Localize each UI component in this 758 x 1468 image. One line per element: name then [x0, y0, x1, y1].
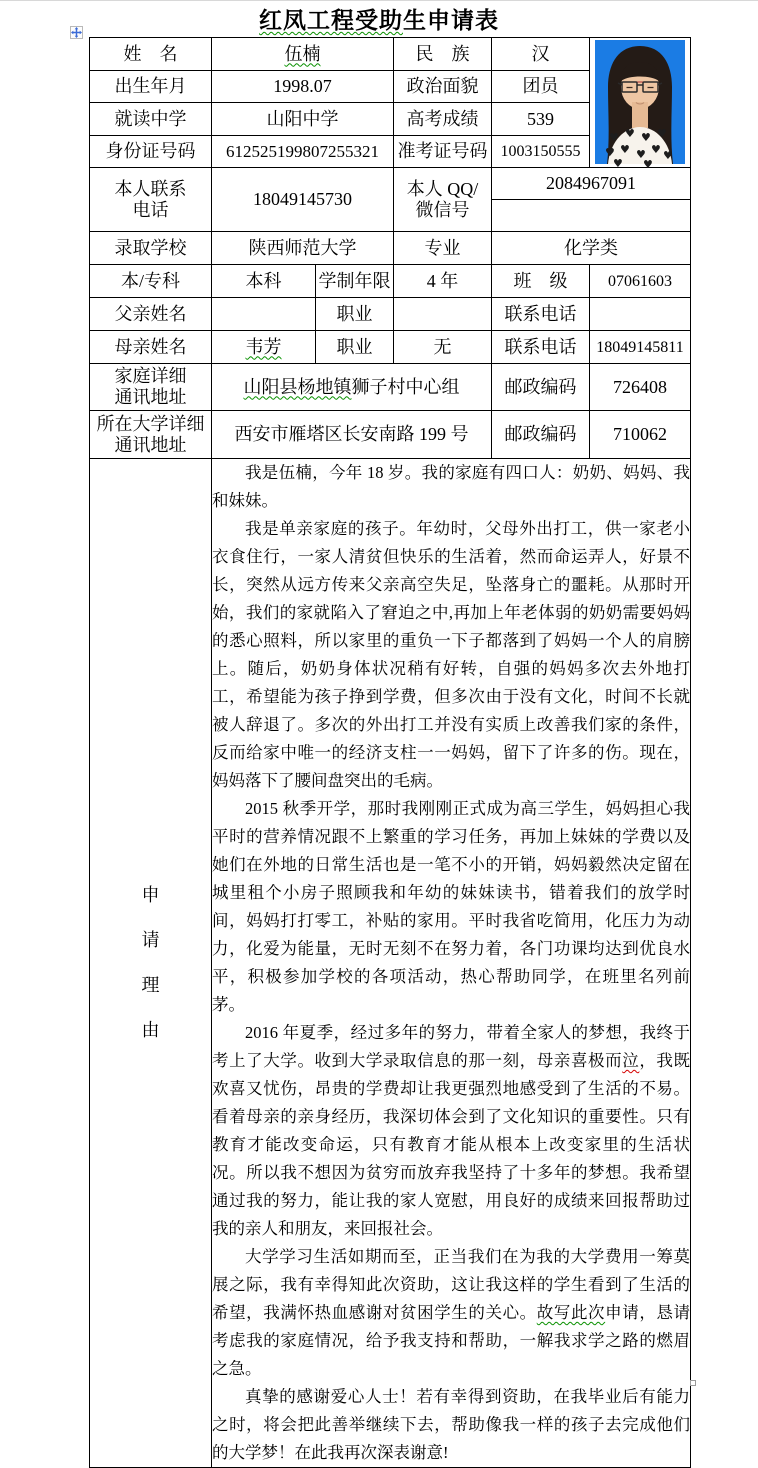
gaokao-score-value[interactable]: 539 — [492, 103, 590, 135]
move-arrows-icon — [71, 27, 82, 38]
plain-text: 狮子村中心组 — [351, 376, 460, 397]
mother-occupation-value[interactable]: 无 — [394, 331, 492, 364]
degree-value[interactable]: 本科 — [212, 265, 316, 298]
high-school-value[interactable]: 山阳中学 — [212, 103, 394, 135]
major-value[interactable]: 化学类 — [492, 232, 691, 265]
contact-phone-label: 联系电话 — [492, 331, 590, 364]
father-name-value[interactable] — [212, 298, 316, 331]
squiggle-marked-text: 伍楠 — [284, 43, 321, 64]
admit-school-label: 录取学校 — [90, 232, 212, 265]
svg-text:♥: ♥ — [663, 149, 673, 162]
duration-label: 学制年限 — [316, 265, 394, 298]
plain-text: 我是单亲家庭的孩子。年幼时，父母外出打工，供一家老小衣食住行，一家人清贫但快乐的生活着，然而命运弄人，好景不长，突然从远方传来父亲高空失足，坠落身亡的噩耗。从那时开始，我们的家就陷入了窘迫之中,再加上年老体弱的奶奶需要妈妈的悉心照料，所以家里的重负一下子都落到了妈妈一个人的肩膀上。随后，奶奶身体状况稍有好转，自强的妈妈多次去外地打工，希望能为孩子挣到学费，但多次由于没有文化，时间不长就被人辞退了。多次的外出打工并没有实质上改善我们家的条件，反而给家中唯一的经济支柱一一妈妈，留下了许多的伤。现在，妈妈落下了腰间盘突出的毛病。 — [212, 519, 690, 790]
reason-paragraph — [212, 795, 690, 1019]
qq-value[interactable]: 2084967091 — [492, 168, 691, 200]
political-label: 政治面貌 — [394, 71, 492, 103]
occupation-label: 职业 — [316, 331, 394, 364]
svg-text:♥: ♥ — [613, 157, 623, 170]
svg-text:♥: ♥ — [625, 127, 635, 140]
table-row — [90, 298, 691, 331]
squiggle-marked-text: 红凤工程受助 — [259, 8, 403, 33]
svg-text:♥: ♥ — [643, 158, 653, 171]
mother-label: 母亲姓名 — [90, 331, 212, 364]
table-row — [90, 265, 691, 298]
svg-text:♥: ♥ — [641, 131, 651, 144]
reason-text-cell[interactable] — [212, 459, 691, 1468]
reason-paragraph — [212, 1243, 690, 1383]
table-resize-handle[interactable] — [690, 1380, 696, 1386]
svg-text:♥: ♥ — [620, 143, 630, 156]
table-row — [90, 364, 691, 411]
table-row — [90, 411, 691, 459]
table-row — [90, 459, 691, 1468]
table-move-handle[interactable] — [70, 26, 83, 39]
birth-value[interactable]: 1998.07 — [212, 71, 394, 103]
ethnicity-value[interactable]: 汉 — [492, 38, 590, 71]
plain-text: 大学学习生活如期而至，正当我们在为我的大学费用一筹莫展之际，我有幸得知此次资助，这让我这样的学生看到了生活的希望，我满怀热血感谢对贫困学生的关心。 — [212, 1247, 690, 1322]
birth-label: 出生年月 — [90, 71, 212, 103]
admit-school-value[interactable]: 陕西师范大学 — [212, 232, 394, 265]
svg-text:♥: ♥ — [605, 146, 615, 159]
reason-paragraph — [212, 459, 690, 515]
duration-value[interactable]: 4 年 — [394, 265, 492, 298]
qq-value-row2[interactable] — [492, 200, 691, 232]
reason-paragraph — [212, 1019, 690, 1243]
univ-address-value[interactable]: 西安市雁塔区长安南路 199 号 — [212, 411, 492, 459]
mother-name-value[interactable] — [212, 331, 316, 364]
reason-label: 申请理由 — [90, 459, 212, 1468]
squiggle-marked-text: 故写此次 — [536, 1303, 606, 1322]
plain-text: 生申请表 — [403, 8, 499, 33]
plain-text: 我是伍楠，今年 18 岁。我的家庭有四口人：奶奶、妈妈、我和妹妹。 — [212, 463, 690, 510]
photo-cell — [590, 38, 691, 171]
qq-label: 本人 QQ/微信号 — [394, 168, 492, 232]
father-phone-value[interactable] — [590, 298, 691, 331]
squiggle-marked-text: 韦芳 — [245, 336, 282, 357]
exam-number-value[interactable]: 1003150555 — [492, 135, 590, 167]
mother-phone-value[interactable]: 18049145811 — [590, 331, 691, 364]
class-value[interactable]: 07061603 — [590, 265, 691, 298]
postal-label: 邮政编码 — [492, 411, 590, 459]
home-address-label: 家庭详细通讯地址 — [90, 364, 212, 411]
contact-phone-label: 联系电话 — [492, 298, 590, 331]
table-row — [90, 38, 691, 71]
svg-text:♥: ♥ — [609, 131, 619, 144]
squiggle-marked-text: 泣 — [622, 1051, 640, 1070]
window-top-edge — [0, 0, 758, 1]
father-occupation-value[interactable] — [394, 298, 492, 331]
plain-text: 真挚的感谢爱心人士！若有幸得到资助，在我毕业后有能力之时，将会把此善举继续下去，帮助像我一样的孩子去完成他们的大学梦！在此我再次深表谢意! — [212, 1387, 690, 1462]
reason-paragraph — [212, 515, 690, 795]
application-form-table — [89, 37, 691, 1468]
table-row — [90, 331, 691, 364]
gaokao-score-label: 高考成绩 — [394, 103, 492, 135]
reason-paragraph — [212, 1383, 690, 1467]
name-value[interactable] — [212, 38, 394, 71]
name-label: 姓 名 — [90, 38, 212, 71]
political-value[interactable]: 团员 — [492, 71, 590, 103]
exam-number-label: 准考证号码 — [394, 135, 492, 167]
squiggle-marked-text: 山阳县杨地镇 — [243, 376, 352, 397]
ethnicity-label: 民 族 — [394, 38, 492, 71]
plain-text: 2015 秋季开学，那时我刚刚正式成为高三学生，妈妈担心我平时的营养情况跟不上繁重的学习任务，再加上妹妹的学费以及她们在外地的日常生活也是一笔不小的开销，妈妈毅然决定留在城里租个小房子照顾我和年幼的妹妹读书，错着我们的放学时间，妈妈打打零工，补贴的家用。平时我省吃简用，化压力为动力，化爱为能量，无时无刻不在努力着，各门功课均达到优良水平，积极参加学校的各项活动，热心帮助同学，在班里名列前茅。 — [212, 799, 690, 1014]
class-label: 班 级 — [492, 265, 590, 298]
univ-postal-value[interactable]: 710062 — [590, 411, 691, 459]
id-number-value[interactable]: 612525199807255321 — [212, 135, 394, 167]
plain-text: 申请，恳请考虑我的家庭情况，给予我支持和帮助，一解我求学之路的燃眉之急。 — [212, 1303, 691, 1378]
home-postal-value[interactable]: 726408 — [590, 364, 691, 411]
plain-text: ，我既欢喜又忧伤，昂贵的学费却让我更强烈地感受到了生活的不易。看着母亲的亲身经历，我深切体会到了文化知识的重要性。只有教育才能改变命运，只有教育才能从根本上改变家里的生活状况。所以我不想因为贫穷而放弃我坚持了十多年的梦想。我希望通过我的努力，能让我的家人宽慰，用良好的成绩来回报帮助过我的亲人和朋友，来回报社会。 — [212, 1051, 691, 1238]
svg-text:♥: ♥ — [657, 127, 667, 140]
table-row — [90, 168, 691, 200]
degree-label: 本/专科 — [90, 265, 212, 298]
svg-text:♥: ♥ — [636, 148, 646, 161]
occupation-label: 职业 — [316, 298, 394, 331]
table-row — [90, 232, 691, 265]
plain-text: 2016 年夏季，经过多年的努力，带着全家人的梦想，我终于考上了大学。收到大学录取信息的那一刻，母亲喜极而 — [212, 1023, 690, 1070]
id-number-label: 身份证号码 — [90, 135, 212, 167]
father-label: 父亲姓名 — [90, 298, 212, 331]
page-title — [0, 2, 758, 35]
home-address-value[interactable] — [212, 364, 492, 411]
major-label: 专业 — [394, 232, 492, 265]
phone-label: 本人联系电话 — [90, 168, 212, 232]
univ-address-label: 所在大学详细通讯地址 — [90, 411, 212, 459]
high-school-label: 就读中学 — [90, 103, 212, 135]
postal-label: 邮政编码 — [492, 364, 590, 411]
phone-value[interactable]: 18049145730 — [212, 168, 394, 232]
student-photo — [595, 40, 685, 171]
svg-text:♥: ♥ — [651, 143, 661, 156]
